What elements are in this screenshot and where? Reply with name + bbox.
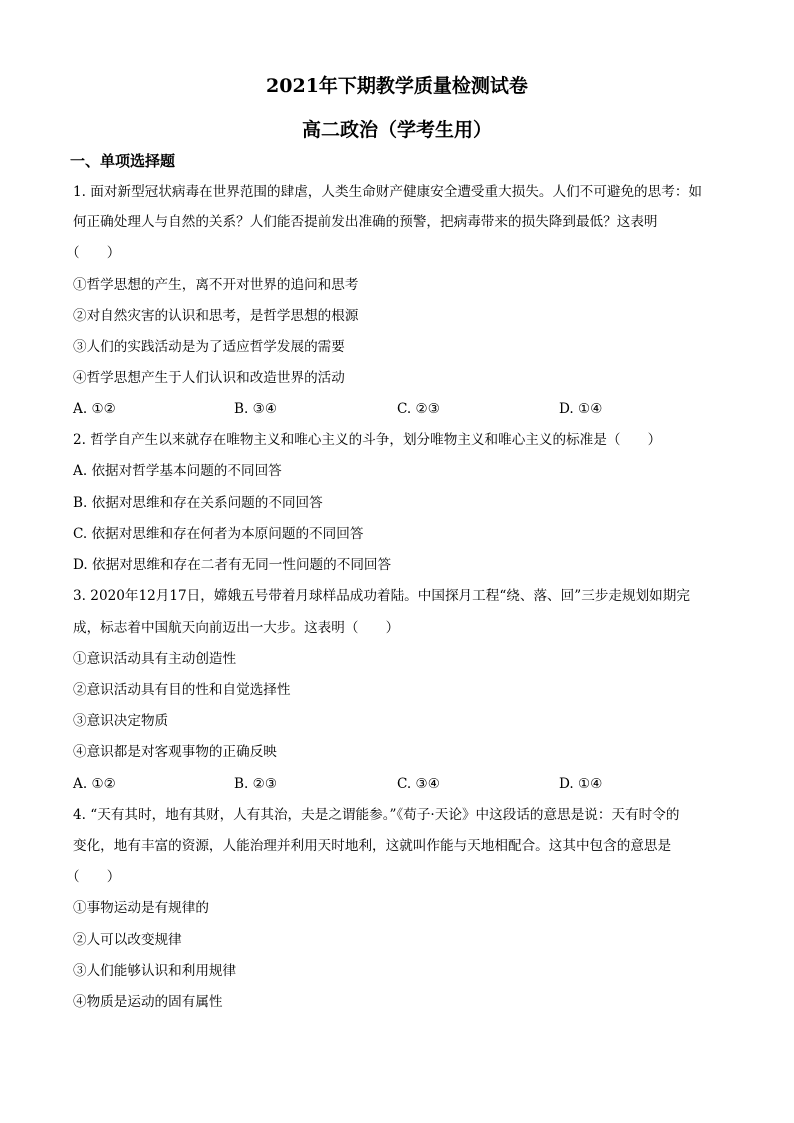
q1-statement-3: ③人们的实践活动是为了适应哲学发展的需要 <box>73 339 345 355</box>
q2-stem: 2. 哲学自产生以来就存在唯物主义和唯心主义的斗争，划分唯物主义和唯心主义的标准是（ ） <box>73 432 662 448</box>
q2-option-b[interactable]: B. 依据对思维和存在关系问题的不同回答 <box>73 495 323 511</box>
q1-stem-line-1: 1. 面对新型冠状病毒在世界范围的肆虐，人类生命财产健康安全遭受重大损失。人们不可避免的思考：如 <box>73 184 703 200</box>
q1-option-c[interactable]: C. ②③ <box>397 401 440 417</box>
q3-statement-1: ①意识活动具有主动创造性 <box>73 651 237 667</box>
q1-stem-line-2: 何正确处理人与自然的关系？人们能否提前发出准确的预警，把病毒带来的损失降到最低？这表明 <box>73 214 658 230</box>
q4-statement-4: ④物质是运动的固有属性 <box>73 994 223 1010</box>
q3-statement-2: ②意识活动具有目的性和自觉选择性 <box>73 682 291 698</box>
q3-option-a[interactable]: A. ①② <box>73 776 116 792</box>
q4-stem-line-1: 4. “天有其时，地有其财，人有其治，夫是之谓能参。”《荀子·天论》中这段话的意思是说：天有时令的 <box>73 807 680 823</box>
q1-statement-2: ②对自然灾害的认识和思考，是哲学思想的根源 <box>73 308 359 324</box>
page-subtitle: 高二政治（学考生用） <box>301 119 492 141</box>
q2-option-d[interactable]: D. 依据对思维和存在二者有无同一性问题的不同回答 <box>73 557 392 573</box>
q3-option-c[interactable]: C. ③④ <box>397 776 440 792</box>
q3-statement-3: ③意识决定物质 <box>73 713 169 729</box>
q3-option-d[interactable]: D. ①④ <box>559 776 603 792</box>
q4-statement-2: ②人可以改变规律 <box>73 932 182 948</box>
q1-option-d[interactable]: D. ①④ <box>559 401 603 417</box>
q1-answer-blank: （ ） <box>66 245 121 261</box>
q3-statement-4: ④意识都是对客观事物的正确反映 <box>73 744 277 760</box>
q1-statement-1: ①哲学思想的产生，离不开对世界的追问和思考 <box>73 277 359 293</box>
q3-stem-line-1: 3. 2020年12月17日，嫦娥五号带着月球样品成功着陆。中国探月工程“绕、落、回”三步走规划如期完 <box>73 588 690 604</box>
q2-option-a[interactable]: A. 依据对哲学基本问题的不同回答 <box>73 463 282 479</box>
page-title: 2021年下期教学质量检测试卷 <box>266 75 528 97</box>
q4-statement-3: ③人们能够认识和利用规律 <box>73 963 237 979</box>
q4-stem-line-2: 变化，地有丰富的资源，人能治理并利用天时地利，这就叫作能与天地相配合。这其中包含的意思是 <box>73 838 672 854</box>
q3-stem-line-2: 成，标志着中国航天向前迈出一大步。这表明（ ） <box>73 620 400 636</box>
q2-option-c[interactable]: C. 依据对思维和存在何者为本原问题的不同回答 <box>73 526 364 542</box>
q4-answer-blank: （ ） <box>66 869 121 885</box>
q1-option-a[interactable]: A. ①② <box>73 401 116 417</box>
q1-statement-4: ④哲学思想产生于人们认识和改造世界的活动 <box>73 370 345 386</box>
q4-statement-1: ①事物运动是有规律的 <box>73 900 209 916</box>
q1-option-b[interactable]: B. ③④ <box>234 401 278 417</box>
q3-option-b[interactable]: B. ②③ <box>234 776 278 792</box>
section-heading: 一、单项选择题 <box>70 152 176 170</box>
